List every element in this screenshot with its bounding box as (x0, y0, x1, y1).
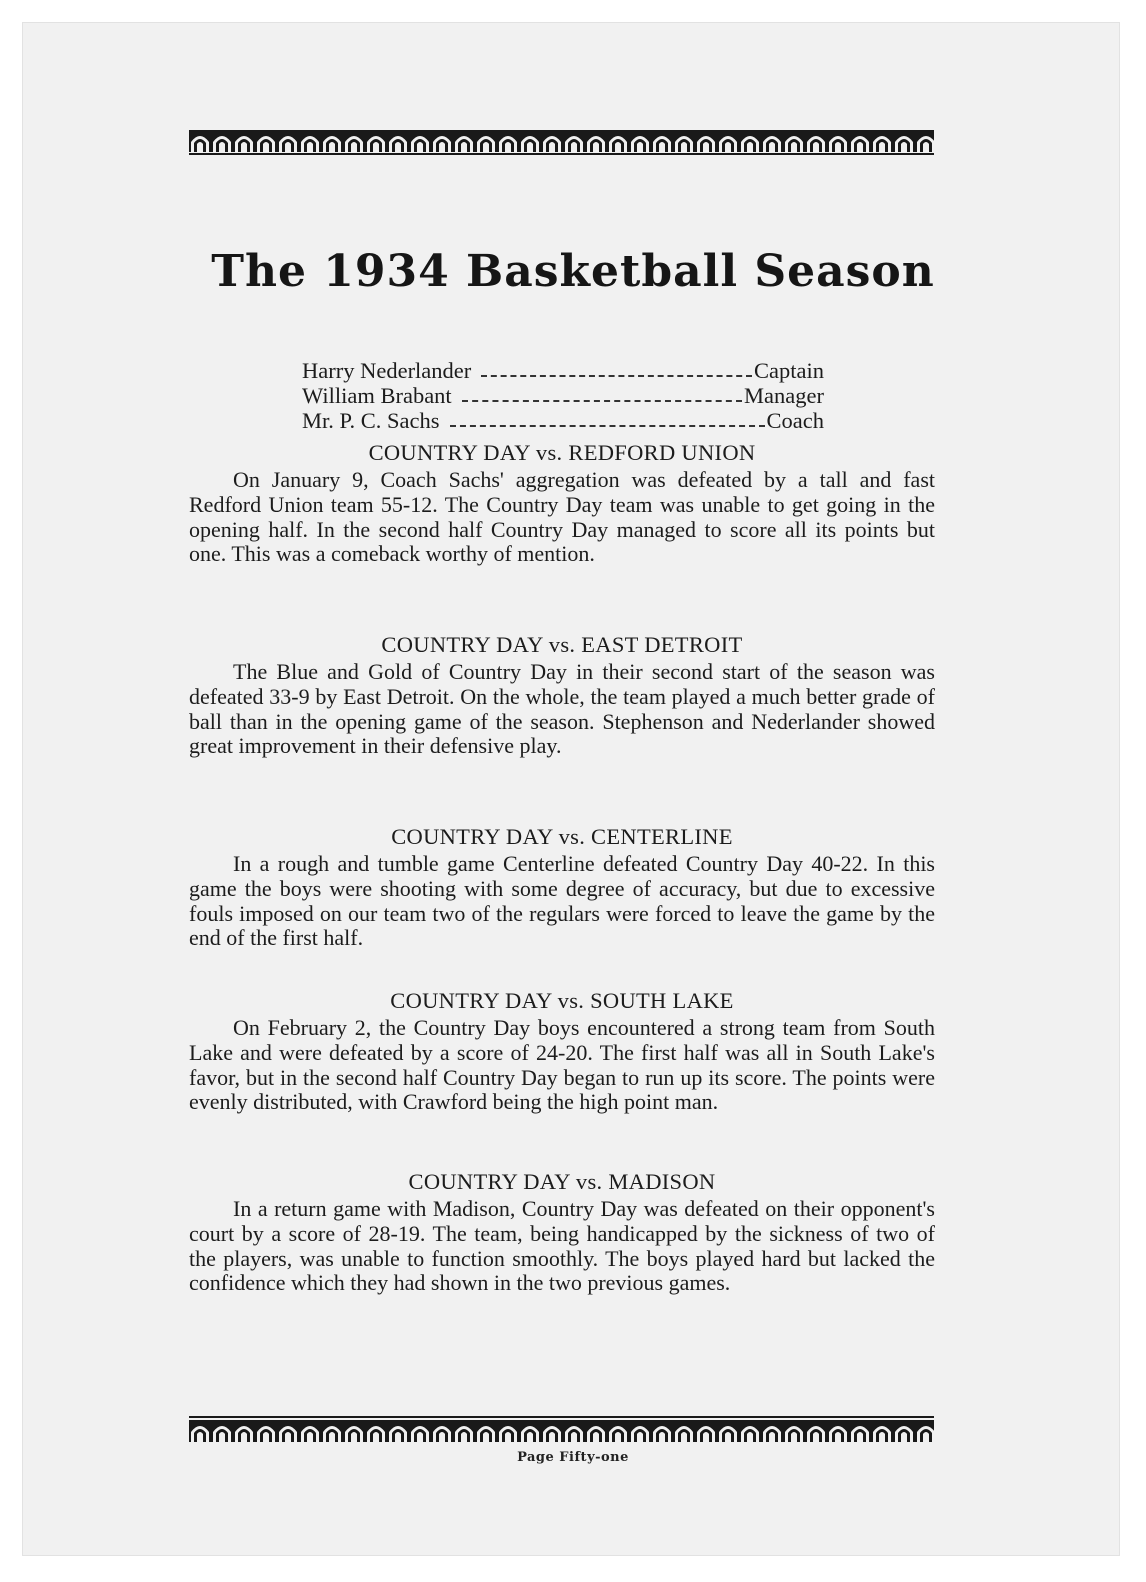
staff-row (302, 383, 824, 408)
game-summary: The Blue and Gold of Country Day in their second start of the season was defeated 33-9 by East Detroit. On the whole, the team played a much better grade of ball than in the opening game of the season. Stephenson and Nederlander showed great improvement in their defensive play. (189, 659, 935, 759)
staff-name: Harry Nederlander (302, 358, 472, 383)
leader-dashes (450, 425, 765, 427)
game-heading: COUNTRY DAY vs. MADISON (408, 1169, 716, 1194)
page-title: The 1934 Basketball Season (211, 246, 935, 297)
game-summary: In a rough and tumble game Centerline defeated Country Day 40-22. In this game the boys were shooting with some degree of accuracy, but due to excessive fouls imposed on our team two of the regulars were forced to leave the game by the end of the first half. (189, 851, 935, 951)
staff-row (302, 358, 824, 383)
staff-role: Coach (766, 408, 824, 433)
game-section (189, 440, 935, 567)
game-section (189, 988, 935, 1115)
game-heading: COUNTRY DAY vs. EAST DETROIT (381, 632, 743, 657)
staff-row (302, 408, 824, 433)
page-number: Page Fifty-one (517, 1450, 629, 1465)
game-heading: COUNTRY DAY vs. SOUTH LAKE (390, 988, 734, 1013)
leader-dashes (481, 375, 752, 377)
staff-role: Captain (754, 358, 824, 383)
game-section (189, 824, 935, 951)
staff-name: William Brabant (302, 383, 452, 408)
game-summary: On February 2, the Country Day boys encountered a strong team from South Lake and were defeated by a score of 24-20. The first half was all in South Lake's favor, but in the second half Country Day began to run up its score. The points were evenly distributed, with Crawford being the high point man. (189, 1015, 935, 1115)
game-summary: In a return game with Madison, Country Day was defeated on their opponent's court by a score of 28-19. The team, being handicapped by the sickness of two of the players, was unable to function smoothly. The boys played hard but lacked the confidence which they had shown in the two previous games. (189, 1196, 935, 1296)
staff-list (302, 358, 824, 433)
staff-role: Manager (744, 383, 824, 408)
game-heading: COUNTRY DAY vs. REDFORD UNION (368, 440, 756, 465)
game-summary: On January 9, Coach Sachs' aggregation was defeated by a tall and fast Redford Union team 55-12. The Country Day team was unable to get going in the opening half. In the second half Country Day managed to score all its points but one. This was a comeback worthy of mention. (189, 467, 935, 567)
staff-name: Mr. P. C. Sachs (302, 408, 440, 433)
game-heading: COUNTRY DAY vs. CENTERLINE (391, 824, 733, 849)
leader-dashes (462, 400, 742, 402)
decorative-border-bottom (189, 1416, 934, 1442)
decorative-border-top (189, 130, 934, 156)
game-section (189, 1169, 935, 1296)
game-section (189, 632, 935, 759)
